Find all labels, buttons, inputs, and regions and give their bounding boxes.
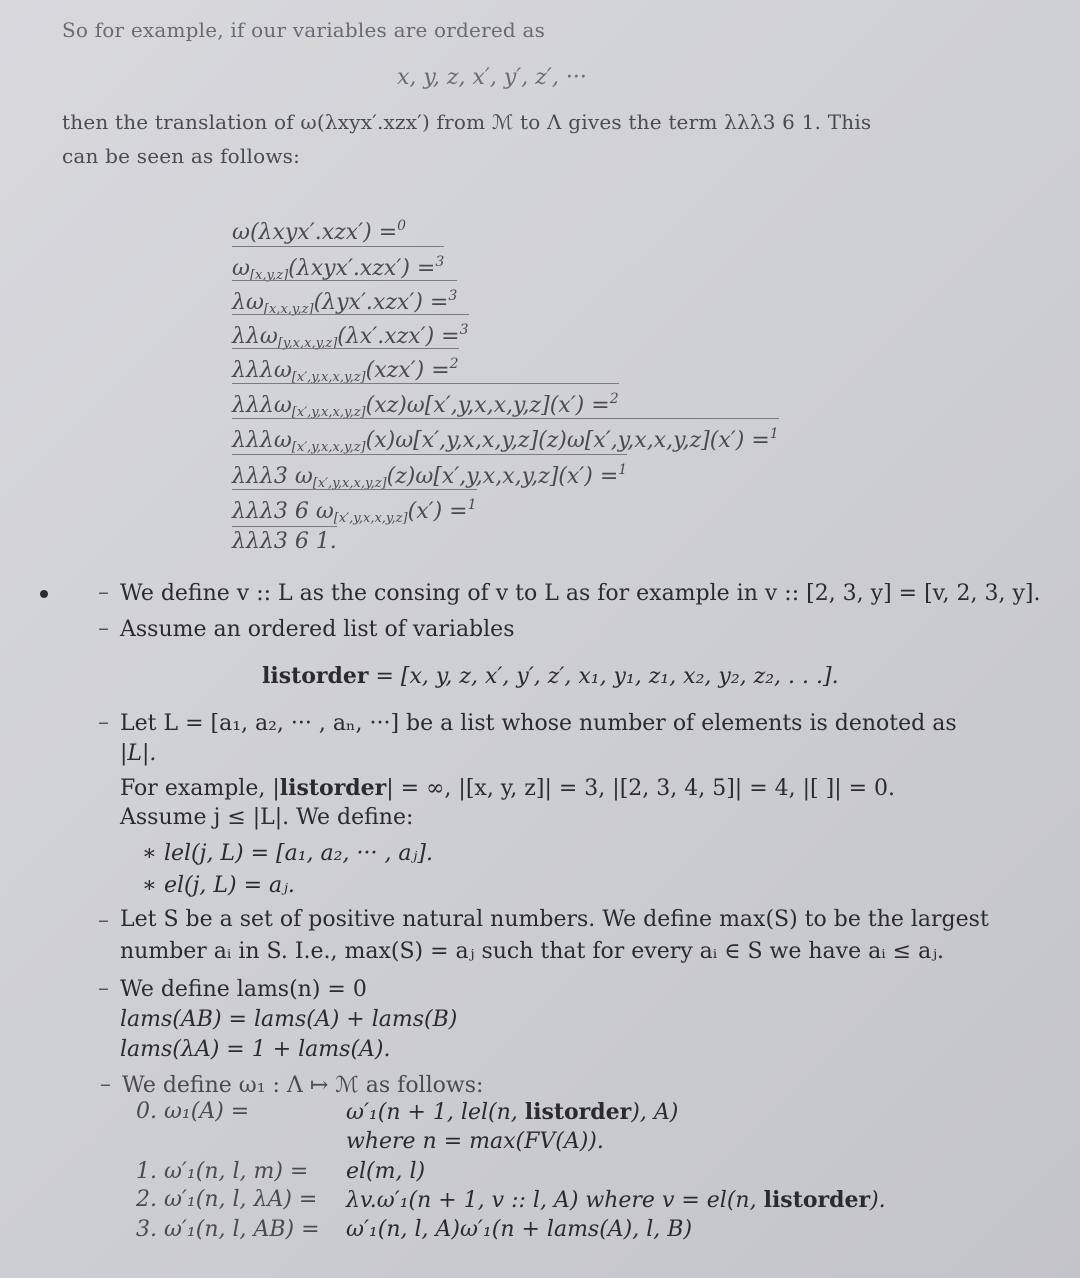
intro-line-1: So for example, if our variables are ordered as (62, 18, 546, 42)
derivation-step-8: λλλ3 6 $\omega_{[x',y,x,x,y,z]}(x') =^1$ (232, 489, 477, 533)
rule-1-lhs: 1. ω′₁(n, l, m) = (136, 1159, 309, 1184)
def-lams-3: lams(λA) = 1 + lams(A). (120, 1037, 391, 1062)
derivation-step-1: $\omega_{[x,y,z]}(\lambda xyx'.xzx') =^3$ (232, 246, 444, 290)
derivation-step-6: λλλω$_{[x',y,x,x,y,z]}$(x)ω[x′,y,x,x,y,z](z)ω[x′,y,x,x,y,z](x′) =$^1$ (232, 418, 779, 462)
variable-order: x, y, z, x′, y′, z′, ··· (397, 65, 587, 90)
rule-3-lhs: 3. ω′₁(n, l, AB) = (136, 1217, 320, 1242)
derivation-step-2: $\lambda\omega_{[x,x,y,z]}(\lambda yx'.xzx') =^3$ (232, 280, 457, 324)
rule-1-rhs: el(m, l) (346, 1159, 426, 1184)
item-let-L-line-1: Let L = [a₁, a₂, ··· , aₙ, ···] be a list whose number of elements is denoted as (120, 711, 957, 736)
dash-marker: – (98, 908, 109, 933)
bullet-marker (40, 590, 48, 598)
rule-0-rhs: ω′₁(n + 1, lel(n, listorder), A) (346, 1099, 679, 1125)
rule-0-where: where n = max(FV(A)). (346, 1129, 604, 1154)
item-consing: We define v :: L as the consing of v to L as for example in v :: [2, 3, y] = [v, 2, 3, y]. (120, 581, 1041, 606)
intro-line-2: then the translation of ω(λxyx′.xzx′) from ℳ to Λ gives the term λλλ3 6 1. This (62, 110, 872, 134)
item-let-L-line-2: |L|. (120, 741, 157, 766)
derivation-result: λλλ3 6 1. (232, 526, 337, 556)
listorder-definition: listorder = [x, y, z, x′, y′, z′, x₁, y₁, z₁, x₂, y₂, z₂, . . .]. (262, 663, 839, 689)
rule-2-lhs: 2. ω′₁(n, l, λA) = (136, 1187, 318, 1212)
item-max-line-1: Let S be a set of positive natural numbers. We define max(S) to be the largest (120, 907, 989, 932)
def-lel: ∗ lel(j, L) = [a₁, a₂, ··· , aⱼ]. (142, 841, 433, 866)
derivation-step-3: λλω$_{[y,x,x,y,z]}$(λx′.xzx′) =$^3$ (232, 314, 469, 358)
def-lams-1: We define lams(n) = 0 (120, 977, 367, 1002)
derivation-step-4: λλλω$_{[x',y,x,x,y,z]}$(xzx′) =$^2$ (232, 348, 459, 392)
derivation-step-0: ω(λxyx′.xzx′) =$^0$ (232, 218, 407, 245)
dash-marker: – (98, 580, 109, 605)
dash-marker: – (98, 710, 109, 735)
dash-marker: – (98, 976, 109, 1001)
rule-2-rhs: λv.ω′₁(n + 1, v :: l, A) where v = el(n, listorder). (346, 1187, 886, 1213)
rule-0-lhs: 0. ω₁(A) = (136, 1099, 250, 1124)
derivation-step-7: λλλ3 $\omega_{[x',y,x,x,y,z]}(z)\omega[x',y,x,x,y,z](x') =^1$ (232, 454, 627, 498)
listorder-example: For example, |listorder| = ∞, |[x, y, z]| = 3, |[2, 3, 4, 5]| = 4, |[ ]| = 0. (120, 775, 896, 801)
def-lams-2: lams(AB) = lams(A) + lams(B) (120, 1007, 458, 1032)
dash-marker: – (98, 616, 109, 641)
dash-marker: – (100, 1072, 111, 1097)
def-el: ∗ el(j, L) = aⱼ. (142, 873, 295, 898)
def-omega-intro: We define ω₁ : Λ ↦ ℳ as follows: (122, 1073, 484, 1098)
item-assume-j: Assume j ≤ |L|. We define: (120, 805, 414, 830)
intro-line-3: can be seen as follows: (62, 144, 301, 168)
derivation-step-5: λλλω$_{[x',y,x,x,y,z]}$(xz)ω[x′,y,x,x,y,z](x′) =$^2$ (232, 383, 619, 427)
rule-3-rhs: ω′₁(n, l, A)ω′₁(n + lams(A), l, B) (346, 1217, 693, 1242)
item-assume-list: Assume an ordered list of variables (120, 617, 515, 642)
item-max-line-2: number aᵢ in S. I.e., max(S) = aⱼ such that for every aᵢ ∈ S we have aᵢ ≤ aⱼ. (120, 939, 945, 964)
